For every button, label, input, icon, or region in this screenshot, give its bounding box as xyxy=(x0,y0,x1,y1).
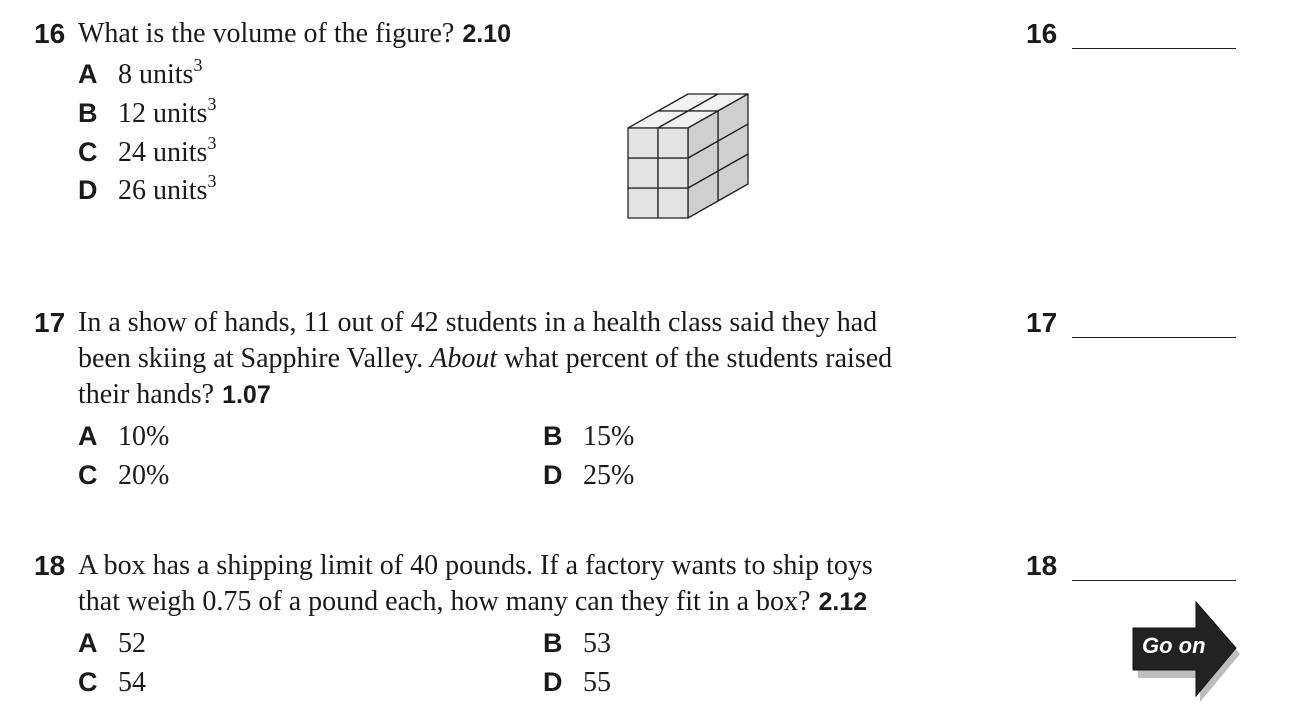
stem-emphasis: About xyxy=(430,343,498,374)
stem-text: their hands? xyxy=(78,379,215,410)
exponent: 3 xyxy=(207,171,217,191)
choice-b[interactable] xyxy=(78,95,216,132)
question-number: 17 xyxy=(34,307,66,338)
choice-c[interactable] xyxy=(78,457,169,494)
choice-letter: A xyxy=(78,628,98,658)
cube-front-face xyxy=(658,128,688,158)
question-stem xyxy=(78,16,511,52)
choice-letter: D xyxy=(543,667,563,697)
choice-letter: C xyxy=(78,667,98,697)
question-stem xyxy=(78,548,873,620)
choice-text: 25% xyxy=(583,460,635,491)
cube-front-face xyxy=(628,128,658,158)
choice-letter: C xyxy=(78,137,98,167)
choice-b[interactable] xyxy=(543,625,611,662)
choice-text: 8 units xyxy=(118,59,194,90)
stem-line xyxy=(78,377,892,413)
answer-number: 18 xyxy=(1026,550,1058,581)
choice-a[interactable] xyxy=(78,418,169,455)
answer-line[interactable] xyxy=(1072,337,1236,338)
choice-text: 20% xyxy=(118,460,170,491)
standard-code: 2.12 xyxy=(818,588,868,616)
choice-letter: B xyxy=(543,421,563,451)
cube-front-face xyxy=(628,158,658,188)
choice-letter: A xyxy=(78,59,98,89)
stem-line xyxy=(78,341,892,377)
choice-a[interactable] xyxy=(78,625,146,662)
exponent: 3 xyxy=(207,133,217,153)
question-number: 16 xyxy=(34,18,66,49)
answer-number: 17 xyxy=(1026,307,1058,338)
choice-text: 55 xyxy=(583,667,611,698)
choice-letter: D xyxy=(78,175,98,205)
choice-c[interactable] xyxy=(78,664,146,701)
stem-text: What is the volume of the figure? xyxy=(78,18,455,49)
cube-front-face xyxy=(658,188,688,218)
standard-code: 1.07 xyxy=(222,381,271,409)
choice-letter: A xyxy=(78,421,98,451)
choice-d[interactable] xyxy=(78,172,216,209)
answer-line[interactable] xyxy=(1072,580,1236,581)
answer-number: 16 xyxy=(1026,18,1058,49)
stem-line: In a show of hands, 11 out of 42 students in a health class said they had xyxy=(78,307,878,338)
stem-text: been skiing at Sapphire Valley. xyxy=(78,343,431,374)
choice-text: 52 xyxy=(118,628,146,659)
question-stem xyxy=(78,305,892,413)
stem-line: A box has a shipping limit of 40 pounds. If a factory wants to ship toys xyxy=(78,550,873,581)
question-number: 18 xyxy=(34,550,66,581)
unit-cube-prism-figure xyxy=(610,18,830,243)
choice-d[interactable] xyxy=(543,664,611,701)
choice-letter: B xyxy=(78,98,98,128)
cube-front-face xyxy=(628,188,658,218)
choice-c[interactable] xyxy=(78,134,216,171)
choice-text: 24 units xyxy=(118,137,208,168)
choice-letter: D xyxy=(543,460,563,490)
go-on-label: Go on xyxy=(1142,633,1206,658)
exponent: 3 xyxy=(207,94,217,114)
answer-line[interactable] xyxy=(1072,48,1236,49)
choice-a[interactable] xyxy=(78,56,202,93)
cube-front-face xyxy=(658,158,688,188)
choice-text: 53 xyxy=(583,628,611,659)
exponent: 3 xyxy=(193,55,203,75)
stem-line xyxy=(78,584,873,620)
choice-text: 15% xyxy=(583,421,635,452)
choice-letter: C xyxy=(78,460,98,490)
choice-text: 26 units xyxy=(118,175,208,206)
stem-text: what percent of the students raised xyxy=(497,343,893,374)
stem-text: that weigh 0.75 of a pound each, how many can they fit in a box? xyxy=(78,586,811,617)
choice-d[interactable] xyxy=(543,457,634,494)
choice-letter: B xyxy=(543,628,563,658)
choice-b[interactable] xyxy=(543,418,634,455)
choice-text: 12 units xyxy=(118,98,208,129)
choice-text: 10% xyxy=(118,421,170,452)
choice-text: 54 xyxy=(118,667,146,698)
standard-code: 2.10 xyxy=(462,20,511,48)
